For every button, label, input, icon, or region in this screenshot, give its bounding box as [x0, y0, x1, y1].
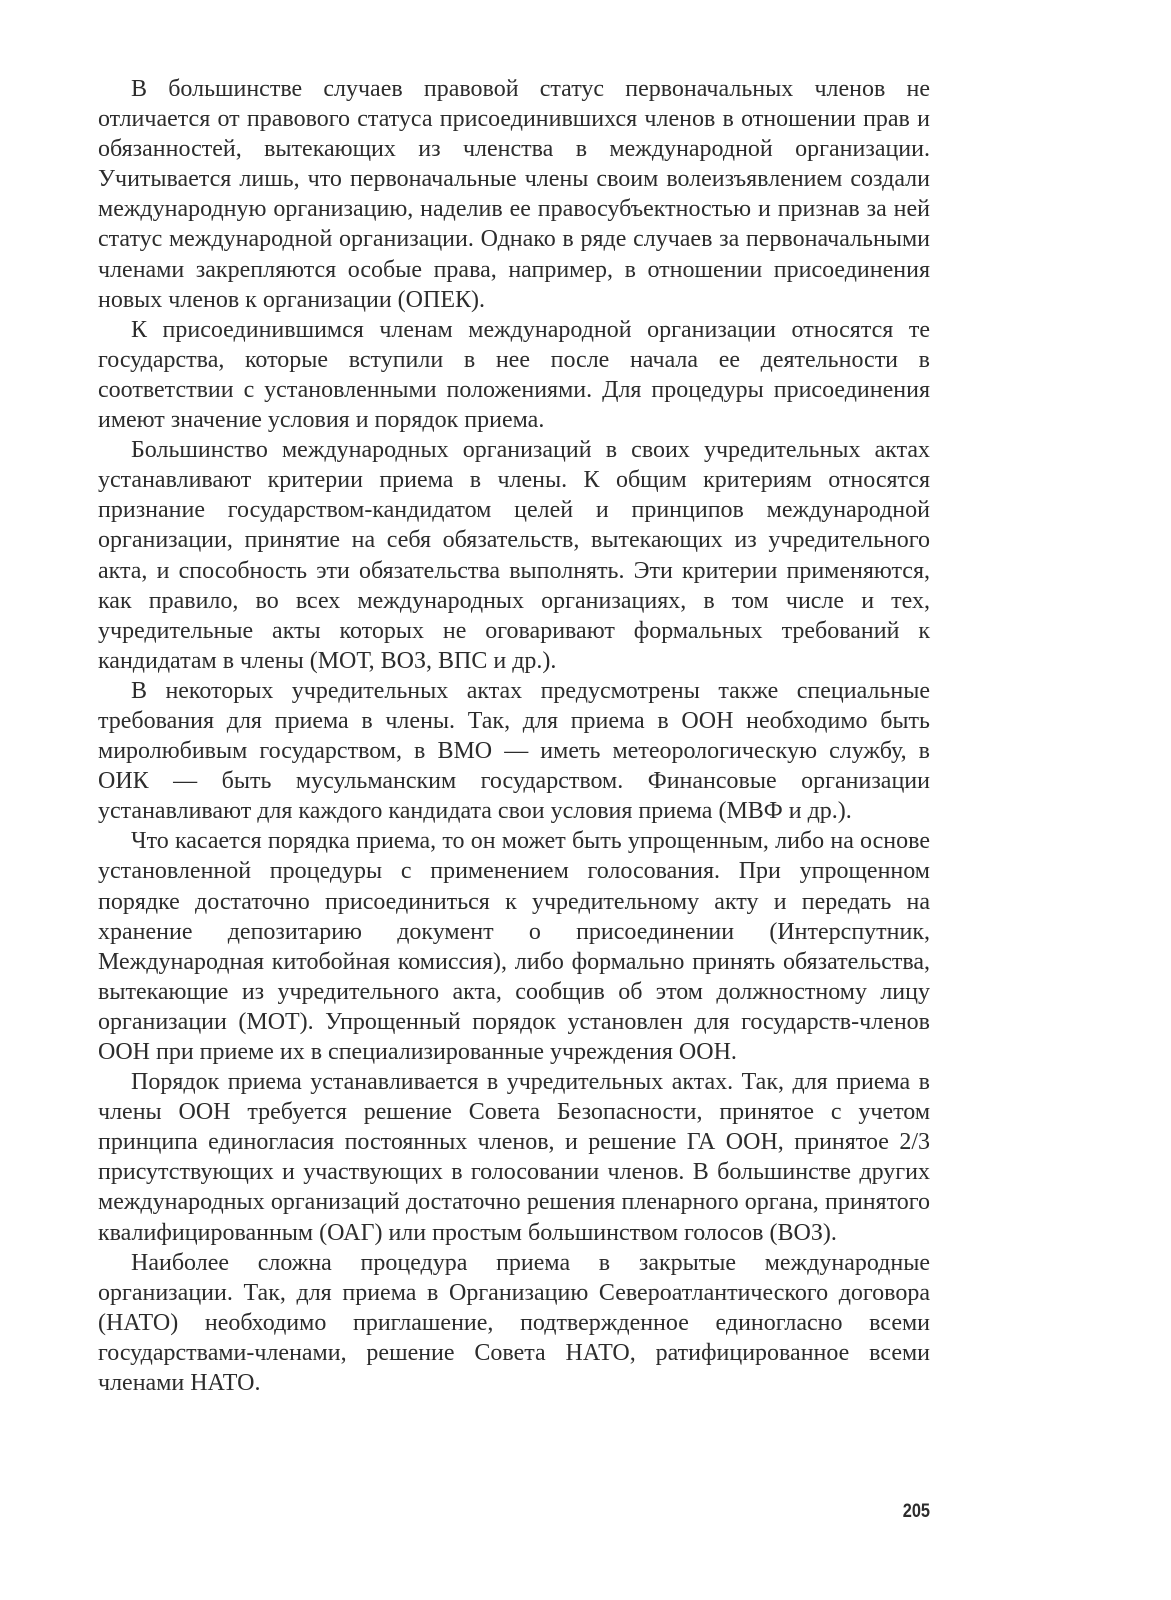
paragraph-5: Что касается порядка приема, то он может быть упрощенным, либо на основе установленной процедуры с применением голосования. При упрощенном порядке достаточно присоединиться к учредительному акту и передать на хранение депозитарию документ о присоединении (Интерспутник, Международная китобойная комиссия), либо формально принять обязательства, вытекающие из учредительного акта, сообщив об этом должностному лицу организации (МОТ). Упрощенный порядок установлен для государств-членов ООН при приеме их в специализированные учреждения ООН. [98, 828, 930, 1065]
paragraph-1: В большинстве случаев правовой статус первоначальных членов не отличается от правового статуса присоединившихся членов в отношении прав и обязанностей, вытекающих из членства в международной организации. Учитывается лишь, что первоначальные члены своим волеизъявлением создали международную организацию, наделив ее правосубъектностью и признав за ней статус международной организации. Однако в ряде случаев за первоначальными членами закрепляются особые права, например, в отношении присоединения новых членов к организации (ОПЕК). [98, 76, 930, 313]
paragraph-4: В некоторых учредительных актах предусмотрены также специальные требования для приема в члены. Так, для приема в ООН необходимо быть миролюбивым государством, в ВМО — иметь метеорологическую службу, в ОИК — быть мусульманским государством. Финансовые организации устанавливают для каждого кандидата свои условия приема (МВФ и др.). [98, 677, 930, 825]
paragraph-6: Порядок приема устанавливается в учредительных актах. Так, для приема в члены ООН требуется решение Совета Безопасности, принятое с учетом принципа единогласия постоянных членов, и решение ГА ООН, принятое 2/3 присутствующих и участвующих в голосовании членов. В большинстве других международных организаций достаточно решения пленарного органа, принятого квалифицированным (ОАГ) или простым большинством голосов (ВОЗ). [98, 1069, 930, 1246]
page-number: 205 [902, 1501, 930, 1522]
body-text [98, 74, 930, 1398]
paragraph-2: К присоединившимся членам международной организации относятся те государства, которые вступили в нее после начала ее деятельности в соответствии с установленными положениями. Для процедуры присоединения имеют значение условия и порядок приема. [98, 316, 930, 434]
paragraph-7: Наиболее сложна процедура приема в закрытые международные организации. Так, для приема в Организацию Североатлантического договора (НАТО) необходимо приглашение, подтвержденное единогласно всеми государствами-членами, решение Совета НАТО, ратифицированное всеми членами НАТО. [98, 1249, 930, 1397]
paragraph-3: Большинство международных организаций в своих учредительных актах устанавливают критерии приема в члены. К общим критериям относятся признание государством-кандидатом целей и принципов международной организации, принятие на себя обязательств, вытекающих из учредительного акта, и способность эти обязательства выполнять. Эти критерии применяются, как правило, во всех международных организациях, в том числе и тех, учредительные акты которых не оговаривают формальных требований к кандидатам в члены (МОТ, ВОЗ, ВПС и др.). [98, 437, 930, 674]
